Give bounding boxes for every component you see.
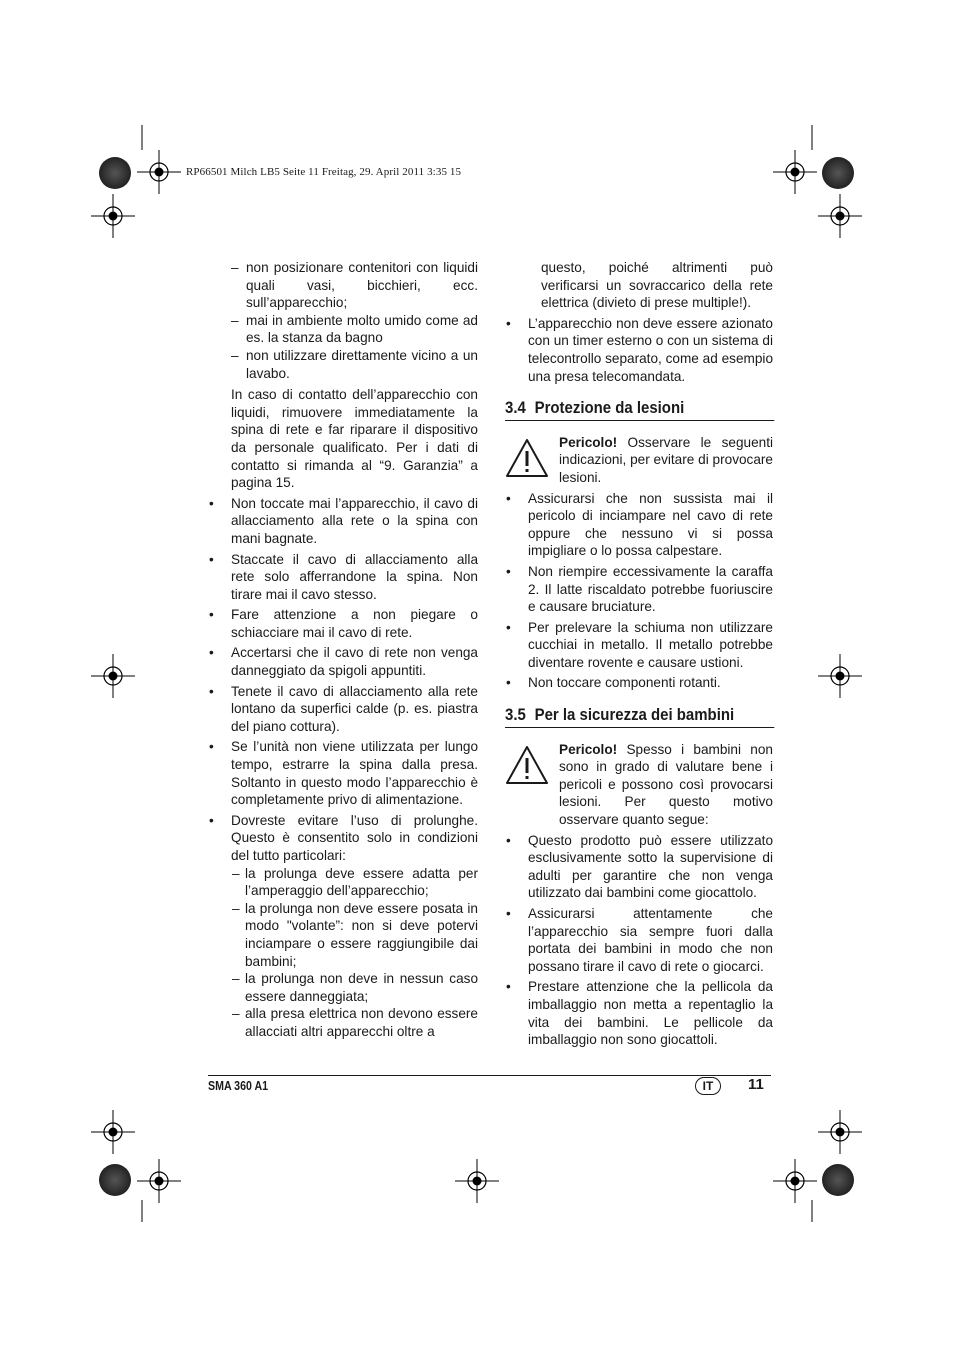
list-item: – alla presa elettrica non devono essere allacciati altri apparecchi oltre a	[232, 1006, 478, 1039]
list-item: • Fare attenzione a non piegare o schiacciare mai il cavo di rete.	[209, 607, 478, 640]
list-item: • Assicurarsi che non sussista mai il pericolo di inciampare nel cavo di rete oppure che nessuno vi si possa impigliare o lo possa calpestare.	[506, 490, 773, 559]
right-column	[505, 259, 773, 1049]
list-item: • Staccate il cavo di allacciamento alla rete solo afferrandone la spina. Non tirare mai il cavo stesso.	[209, 551, 478, 602]
warning-box: Pericolo! Osservare le seguenti indicazioni, per evitare di provocare lesioni.	[505, 434, 773, 487]
warning-triangle-icon	[505, 745, 549, 785]
left-column	[208, 259, 478, 1041]
list-item: – non utilizzare direttamente vicino a un lavabo.	[231, 347, 478, 381]
list-item: – la prolunga non deve in nessun caso essere danneggiata;	[232, 971, 478, 1004]
list-item: – la prolunga deve essere adatta per l’amperaggio dell’apparecchio;	[232, 865, 478, 899]
list-item: • Assicurarsi attentamente che l’apparecchio sia sempre fuori dalla portata dei bambini in modo che non possano tirare il cavo di rete o giocarci.	[506, 906, 773, 974]
list-item: • Dovreste evitare l’uso di prolunghe. Questo è consentito solo in condizioni del tutto particolari: – la prolunga deve essere adatta per l’amperaggio dell’apparecchio; – la prolunga non deve essere posata in modo "volante”: non si deve potervi inciampare o essere raggiungibile dai bambini; – la prolunga non deve in nessun caso essere danneggiata; – alla presa elettrica non devono essere allacciati altri apparecchi oltre a	[209, 812, 478, 1039]
continuation-text: questo, poiché altrimenti può verificarsi un sovraccarico della rete elettrica (divieto di prese multiple!).	[541, 260, 773, 311]
list-item: • L’apparecchio non deve essere azionato con un timer esterno o con un sistema di telecontrollo separato, come ad esempio una presa telecomandata.	[506, 315, 773, 384]
footer-divider	[208, 1075, 771, 1076]
list-item: • Prestare attenzione che la pellicola da imballaggio non metta a repentaglio la vita dei bambini. Le pellicole da imballaggio non sono giocattoli.	[506, 979, 773, 1048]
list-item: • Non toccare componenti rotanti.	[506, 675, 721, 691]
list-item: – mai in ambiente molto umido come ad es. la stanza da bagno	[231, 312, 478, 346]
warning-label: Pericolo!	[559, 434, 618, 450]
list-item: – la prolunga non deve essere posata in modo "volante”: non si deve potervi inciampare o essere raggiungibile dai bambini;	[232, 900, 478, 969]
footer-model: SMA 360 A1	[208, 1079, 269, 1093]
list-item: • Non toccate mai l’apparecchio, il cavo di allacciamento alla rete o la spina con mani bagnate.	[209, 495, 478, 546]
print-header: RP66501 Milch LB5 Seite 11 Freitag, 29. April 2011 3:35 15	[186, 166, 462, 178]
list-item: • Accertarsi che il cavo di rete non venga danneggiato da spigoli appuntiti.	[209, 645, 478, 679]
language-badge: IT	[695, 1077, 721, 1095]
list-item: • Tenete il cavo di allacciamento alla rete lontano da superfici calde (p. es. piastra del piano cottura).	[209, 683, 478, 734]
contact-paragraph: In caso di contatto dell’apparecchio con liquidi, rimuovere immediatamente la spina di rete e far riparare il dispositivo da personale qualificato. Per i dati di contatto si rimanda al “9. Garanzia” a pagina 15.	[231, 387, 478, 491]
list-item: – non posizionare contenitori con liquidi quali vasi, bicchieri, ecc. sull’apparecchio;	[231, 260, 478, 311]
page-number: 11	[748, 1076, 764, 1093]
warning-label: Pericolo!	[559, 741, 618, 757]
list-item: • Questo prodotto può essere utilizzato esclusivamente sotto la supervisione di adulti per garantire che non venga utilizzato dai bambini come giocattolo.	[506, 832, 773, 901]
warning-box: Pericolo! Spesso i bambini non sono in grado di valutare bene i pericoli e possono così provocarsi lesioni. Per questo motivo osservare quanto segue:	[505, 741, 773, 829]
warning-triangle-icon	[505, 438, 549, 478]
section-heading-3-5: 3.5 Per la sicurezza dei bambini	[505, 706, 774, 728]
section-heading-3-4: 3.4 Protezione da lesioni	[505, 399, 774, 421]
list-item: • Se l’unità non viene utilizzata per lungo tempo, estrarre la spina dalla presa. Soltanto in questo modo l’apparecchio è completamente privo di alimentazione.	[209, 739, 478, 808]
list-item: • Non riempire eccessivamente la caraffa 2. Il latte riscaldato potrebbe fuoriuscire e causare bruciature.	[506, 563, 773, 615]
list-item: • Per prelevare la schiuma non utilizzare cucchiai in metallo. Il metallo potrebbe diventare rovente e causare ustioni.	[506, 619, 773, 670]
